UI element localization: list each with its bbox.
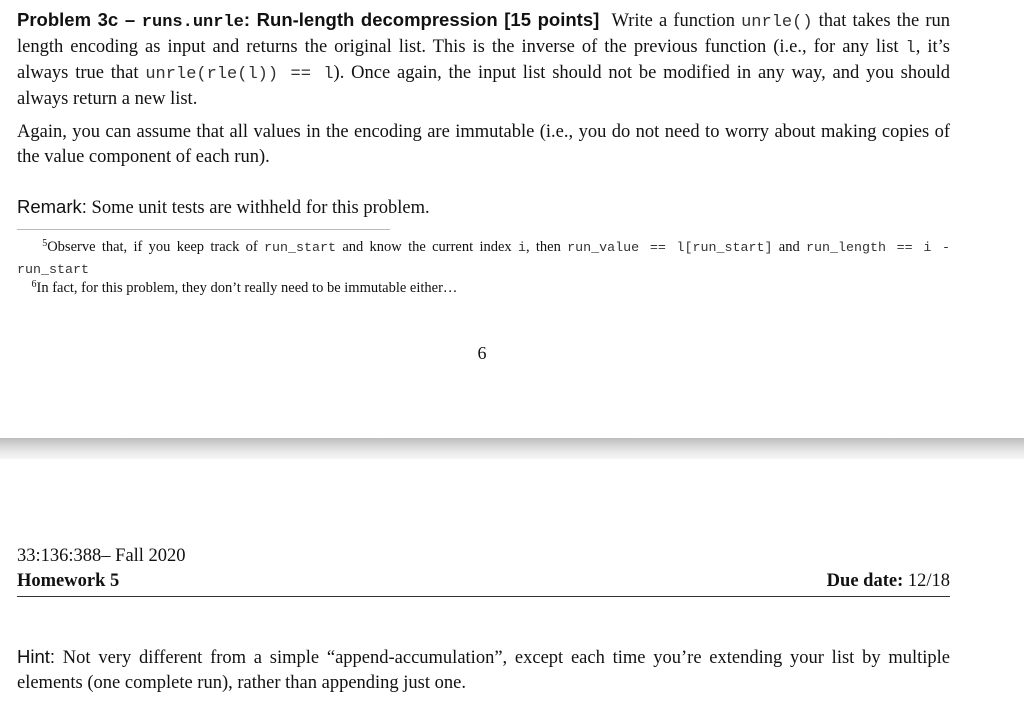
remark: Remark: Some unit tests are withheld for this problem. (17, 196, 430, 218)
homework-title: Homework 5 (17, 571, 120, 591)
problem-statement: Problem 3c – runs.unrle: Run-length decompression [15 points] Write a function unrle() that takes the run length encoding as input and returns the original list. This is the inverse of the previous function (i.e., for any list l, it’s always true that unrle(rle(l)) == l). Once again, the input list should not be modified in any way, and you should always return a new list. (17, 9, 950, 109)
code-identity: unrle(rle(l)) == l (145, 65, 334, 84)
code-unrle: unrle() (741, 13, 813, 32)
page-separator (0, 438, 1024, 459)
immutability-note: Again, you can assume that all values in the encoding are immutable (i.e., you do not need to worry about making copies of the value component of each run). (17, 122, 950, 167)
course-code: 33:136:388– Fall 2020 (17, 546, 186, 566)
footnote-6-marker: 6 (31, 279, 37, 290)
footnote-5: $^5$Observe that, if you keep track of run_start and know the current index i, then run_value == l[run_start] and run_length == i - run_start (17, 238, 951, 278)
remark-label: Remark: (17, 196, 87, 217)
problem-heading: Problem 3c – runs.unrle: Run-length decompression [15 points] (17, 9, 600, 32)
footnote-6: $^6$In fact, for this problem, they don’t really need to be immutable either… (31, 279, 458, 296)
hint: Hint: Not very different from a simple “append-accumulation”, except each time you’re extending your list by multiple elements (one complete run), rather than appending just one. (17, 646, 950, 693)
header-rule (17, 596, 950, 597)
page-number: 6 (477, 343, 487, 363)
code-l: l (905, 39, 916, 58)
header-row (17, 571, 950, 592)
footnote-5-marker: 5 (42, 238, 48, 249)
footnote-rule (17, 229, 390, 230)
due-date: Due date: 12/18 (826, 571, 950, 591)
hint-label: Hint: (17, 646, 56, 667)
problem-heading-code: runs.unrle (141, 13, 244, 32)
